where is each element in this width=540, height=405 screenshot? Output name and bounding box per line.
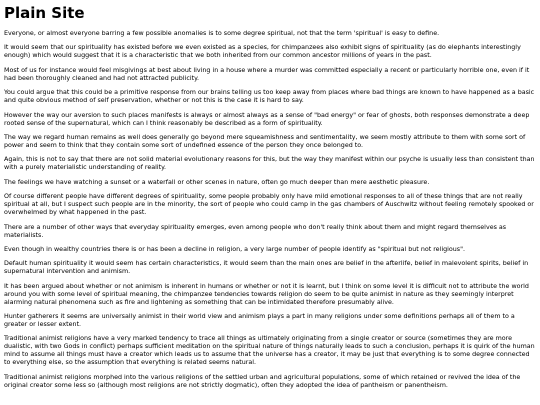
paragraph-15: Traditional animist religions have a very marked tendency to trace all things as ultimately originating from a single creator or source (sometimes they are more dualistic, with two Gods in conflict) perhaps sufficient meditation on the spiritual nature of things naturally leads to such a conclusion, perhaps it is quirk of the human mind to assume all things must have a creator which leads us to assume that the universe has a creator, it may be just that everything is to some degree connected to everything else, so the assumption that everything is related seems natural. — [4, 335, 535, 367]
paragraph-14: Hunter gatherers it seems are universally animist in their world view and animism plays a part in many religions under some definitions perhaps all of them to a greater or lesser extent. — [4, 313, 515, 329]
paragraph-3: Most of us for instance would feel misgivings at best about living in a house where a murder was committed especially a recent or particularly horrible one, even if it had been thoroughly cleaned and had not attracted publicity. — [4, 66, 530, 82]
paragraph-6: The way we regard human remains as well does generally go beyond mere squeamishness and sentimentality, we seem mostly attribute to them with some sort of power and seem to think that they contain some sort of undefined essence of the person they once belonged to. — [4, 133, 526, 149]
paragraph-12: Default human spirituality it would seem has certain characteristics, it would seem than the main ones are belief in the afterlife, belief in malevolent spirits, belief in supernatural intervention and animism. — [4, 260, 529, 276]
paragraph-10: There are a number of other ways that everyday spirituality emerges, even among people who don't really think about them and might regard themselves as materialists. — [4, 223, 507, 239]
paragraph-13: It has been argued about whether or not animism is inherent in humans or whether or not it is learnt, but I think on some level it is difficult not to attribute the world around you with some level of spiritual meaning, the chimpanzee tendencies towards religion do seem to be quite animist in nature as they seemingly interpret alarming natural phenomena such as fire and lightening as something that can be intimidated therefore presumably alive. — [4, 282, 529, 306]
paragraph-5: However the way our aversion to such places manifests is always or almost always as a sense of "bad energy" or fear of ghosts, both responses demonstrate a deep rooted sense of the supernatural, which can I think reasonably be described as a form of spirituality. — [4, 111, 530, 127]
paragraph-4: You could argue that this could be a primitive response from our brains telling us too keep away from places where bad things are known to have happened as a basic and quite obvious method of self preservation, whether or not this is the case it is hard to say. — [4, 89, 535, 105]
paragraph-8: The feelings we have watching a sunset or a waterfall or other scenes in nature, often go much deeper than mere aesthetic pleasure. — [4, 178, 430, 186]
paragraph-2: It would seem that our spirituality has existed before we even existed as a species, for chimpanzees also exhibit signs of spirituality (as do elephants interestingly enough) which would suggest that it is a characteristic that we both inherited from our common ancestor millions of years in the past. — [4, 44, 521, 60]
paragraph-11: Even though in wealthy countries there is or has been a decline in religion, a very large number of people identify as "spiritual but not religious". — [4, 245, 466, 253]
paragraph-7: Again, this is not to say that there are not solid material evolutionary reasons for this, but the way they manifest within our psyche is usually less than consistent than with a purely materialistic understanding of reality. — [4, 156, 535, 172]
article-body — [4, 30, 536, 390]
paragraph-16: Traditional animist religions morphed into the various religions of the settled urban and agricultural populations, some of which retained or revived the idea of the original creator some less so (although most religions are not strictly dogmatic), often they adopted the idea of pantheism or panentheism. — [4, 373, 521, 389]
paragraph-9: Of course different people have different degrees of spirituality, some people probably only have mild emotional responses to all of these things that are not really spiritual at all, but I suspect such people are in the minority, the sort of people who could camp in the gas chambers of Auschwitz without feeling remotely spooked or overwhelmed by what happened in the past. — [4, 193, 534, 217]
paragraph-1: Everyone, or almost everyone barring a few possible anomalies is to some degree spiritual, not that the term 'spiritual' is easy to define. — [4, 30, 440, 37]
page-title: Plain Site — [4, 4, 85, 22]
